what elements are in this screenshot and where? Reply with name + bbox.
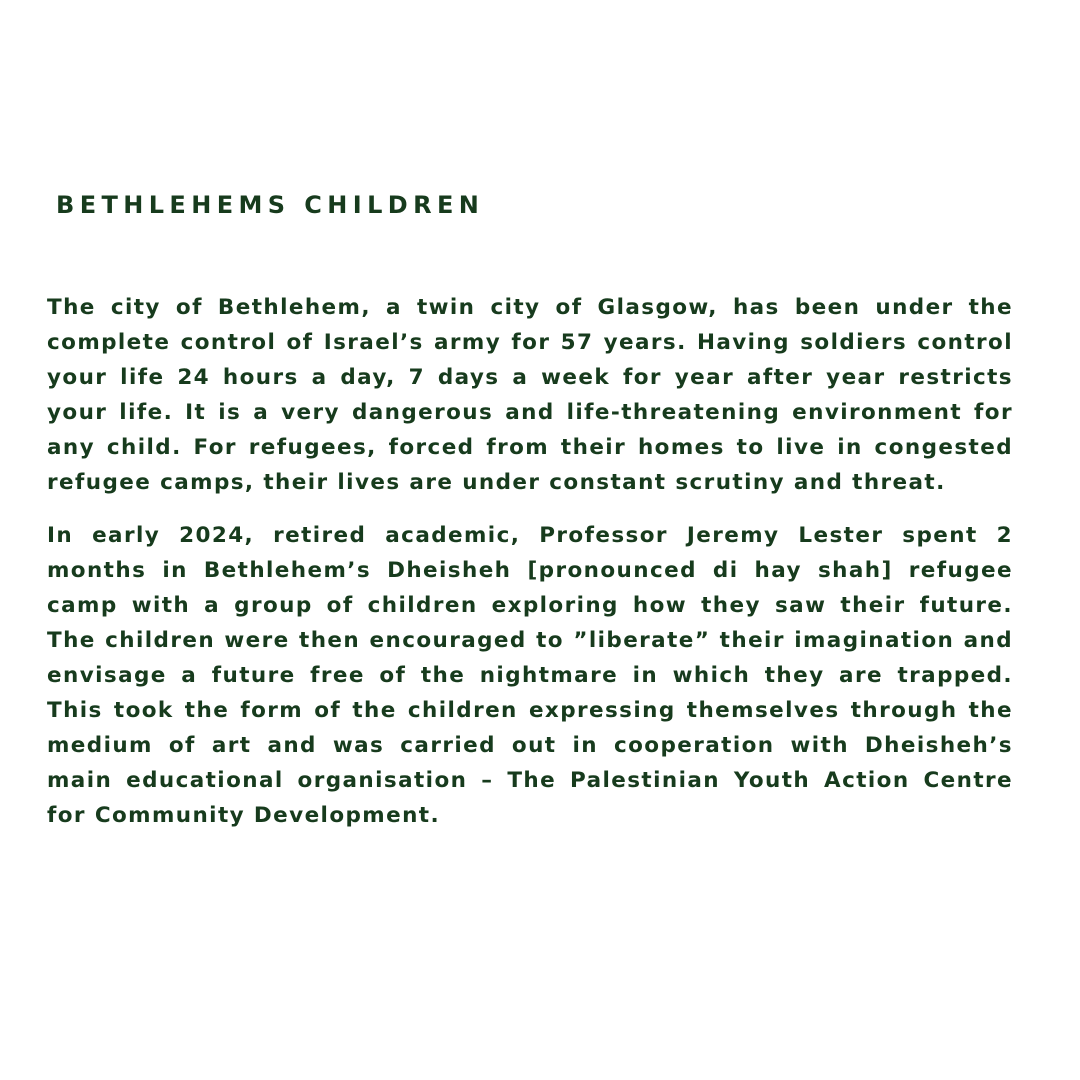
body-text — [47, 290, 1013, 851]
paragraph-2: In early 2024, retired academic, Professor Jeremy Lester spent 2 months in Bethlehem’s Dheisheh [pronounced di hay shah] refugee camp with a group of children exploring how they saw their future. The children were then encouraged to ”liberate” their imagination and envisage a future free of the nightmare in which they are trapped. This took the form of the children expressing themselves through the medium of art and was carried out in cooperation with Dheisheh’s main educational organisation – The Palestinian Youth Action Centre for Community Development. — [47, 523, 1013, 828]
paragraph-1: The city of Bethlehem, a twin city of Glasgow, has been under the complete control of Israel’s army for 57 years. Having soldiers control your life 24 hours a day, 7 days a week for year after year restricts your life. It is a very dangerous and life-threatening environment for any child. For refugees, forced from their homes to live in congested refugee camps, their lives are under constant scrutiny and threat. — [47, 295, 1013, 495]
page-title: BETHLEHEMS CHILDREN — [56, 191, 485, 219]
